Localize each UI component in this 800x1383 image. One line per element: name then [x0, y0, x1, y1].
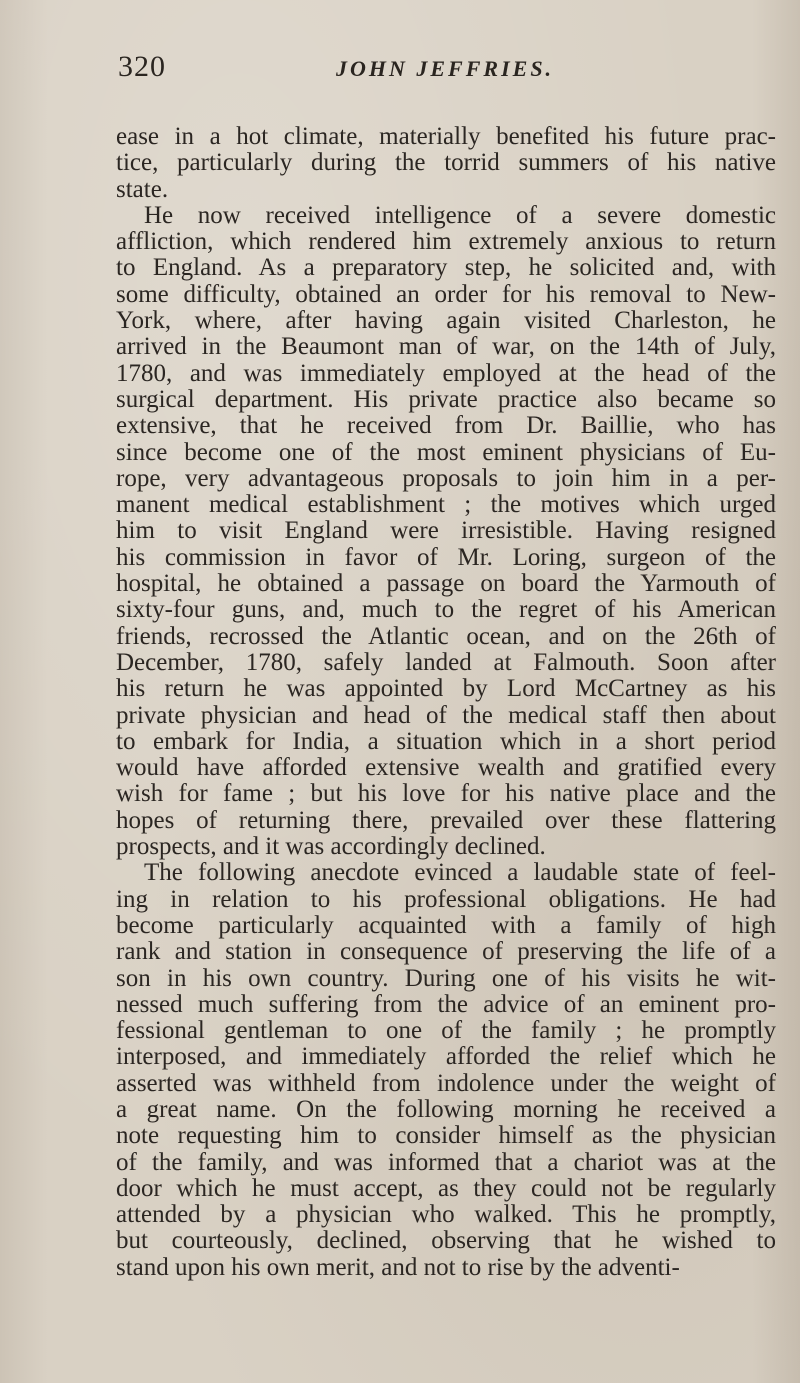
text-line: hospital, he obtained a passage on board the Yarmouth of — [116, 570, 776, 598]
text-line: to England. As a preparatory step, he solicited and, with — [116, 254, 776, 282]
text-line: fessional gentleman to one of the family ; he promptly — [116, 1017, 776, 1045]
text-line: manent medical establishment ; the motives which urged — [116, 491, 776, 519]
text-line: 1780, and was immediately employed at the head of the — [116, 359, 776, 387]
text-line: rope, very advantageous proposals to join him in a per- — [116, 464, 776, 492]
text-line: ing in relation to his professional obligations. He had — [116, 885, 776, 913]
text-line: some difficulty, obtained an order for his removal to New- — [116, 280, 776, 308]
text-line: would have afforded extensive wealth and gratified every — [116, 754, 776, 782]
text-line: nessed much suffering from the advice of an eminent pro- — [116, 990, 776, 1018]
text-line: him to visit England were irresistible. Having resigned — [116, 517, 776, 545]
text-line: since become one of the most eminent physicians of Eu- — [116, 438, 776, 466]
running-head — [118, 50, 778, 90]
text-line: ease in a hot climate, materially benefited his future prac- — [116, 123, 776, 150]
text-line: extensive, that he received from Dr. Baillie, who has — [116, 412, 776, 440]
text-line: December, 1780, safely landed at Falmouth. Soon after — [116, 648, 776, 676]
text-line: York, where, after having again visited Charleston, he — [116, 307, 776, 335]
text-line: to embark for India, a situation which in a short period — [116, 727, 776, 755]
page-number: 320 — [118, 50, 166, 83]
text-line: state. — [116, 175, 169, 203]
text-line: attended by a physician who walked. This he promptly, — [116, 1201, 776, 1229]
text-line: hopes of returning there, prevailed over these flattering — [116, 806, 776, 834]
text-line: become particularly acquainted with a family of high — [116, 911, 776, 939]
text-line: of the family, and was informed that a chariot was at the — [116, 1148, 776, 1176]
text-line: wish for fame ; but his love for his native place and the — [116, 780, 776, 808]
text-line: friends, recrossed the Atlantic ocean, and on the 26th of — [116, 622, 776, 650]
text-line: note requesting him to consider himself as the physician — [116, 1122, 776, 1150]
text-line: private physician and head of the medical staff then about — [116, 701, 776, 729]
text-line: door which he must accept, as they could not be regularly — [116, 1174, 776, 1202]
paragraph — [116, 124, 776, 203]
text-line: but courteously, declined, observing that he wished to — [116, 1227, 776, 1255]
text-line: stand upon his own merit, and not to rise by the adventi- — [116, 1253, 680, 1281]
paragraph — [116, 860, 776, 1281]
text-line: He now received intelligence of a severe domestic — [144, 201, 776, 229]
text-line: rank and station in consequence of preserving the life of a — [116, 938, 776, 966]
text-line: sixty-four guns, and, much to the regret of his American — [116, 596, 776, 624]
text-line: prospects, and it was accordingly declined. — [116, 833, 546, 861]
text-line: his return he was appointed by Lord McCartney as his — [116, 675, 776, 703]
body-text — [116, 124, 776, 1281]
text-line: tice, particularly during the torrid summers of his native — [116, 149, 776, 177]
text-line: affliction, which rendered him extremely anxious to return — [116, 228, 776, 256]
text-line: asserted was withheld from indolence under the weight of — [116, 1069, 776, 1097]
paragraph — [116, 203, 776, 860]
text-line: his commission in favor of Mr. Loring, surgeon of the — [116, 543, 776, 571]
text-line: interposed, and immediately afforded the relief which he — [116, 1043, 776, 1071]
text-line: son in his own country. During one of his visits he wit- — [116, 964, 776, 992]
running-title: JOHN JEFFRIES. — [336, 56, 555, 81]
text-line: a great name. On the following morning he received a — [116, 1095, 776, 1123]
text-line: The following anecdote evinced a laudable state of feel- — [144, 859, 776, 887]
text-line: surgical department. His private practice also became so — [116, 385, 776, 413]
text-line: arrived in the Beaumont man of war, on the 14th of July, — [116, 333, 776, 361]
